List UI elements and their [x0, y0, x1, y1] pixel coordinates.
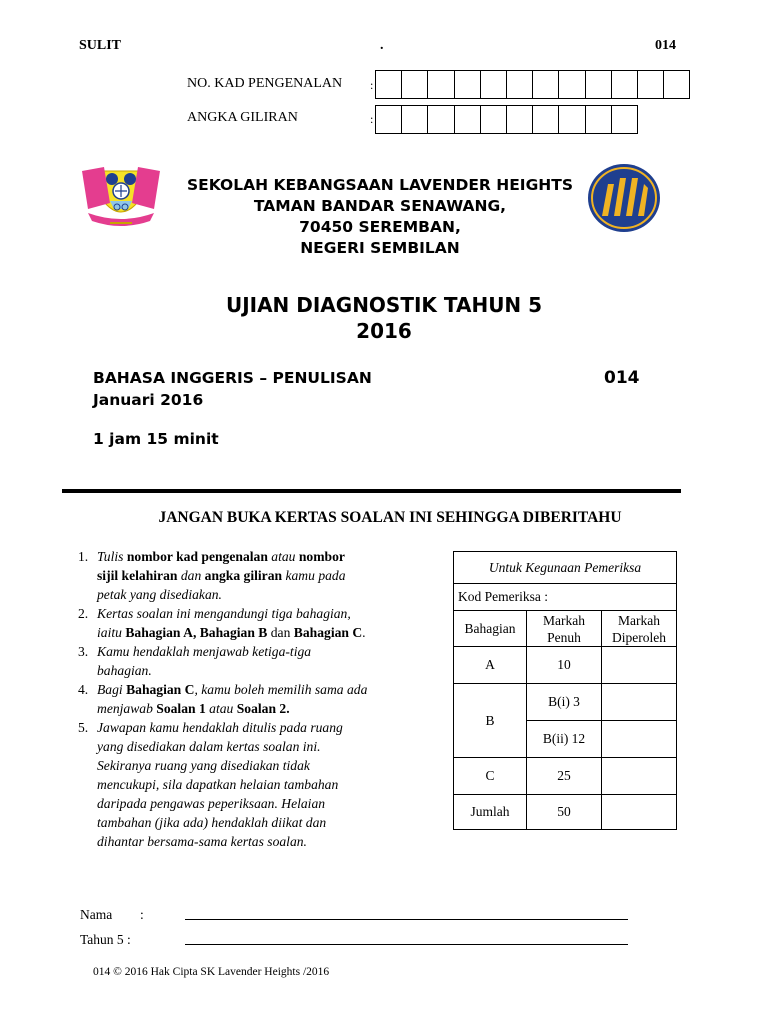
instruction-text: mencukupi, sila dapatkan helaian tambahan	[97, 777, 339, 792]
instruction-text: .	[362, 625, 366, 640]
instruction-number: 2.	[78, 606, 89, 621]
instruction-number: 1.	[78, 549, 89, 564]
id-digit-box[interactable]	[402, 71, 428, 98]
instruction-text: Bahagian A, Bahagian B	[125, 625, 268, 640]
index-number-boxes[interactable]	[375, 105, 638, 134]
examiner-code-label: Kod Pemeriksa :	[454, 584, 677, 611]
exam-title-block	[164, 292, 604, 344]
instruction-text: Bahagian C	[293, 625, 363, 640]
section-a-full: 10	[527, 647, 602, 684]
exam-month: Januari 2016	[93, 391, 204, 409]
id-digit-box[interactable]	[507, 106, 533, 133]
id-digit-box[interactable]	[612, 71, 638, 98]
section-c-obtained[interactable]	[602, 758, 677, 795]
section-b-label: B	[454, 684, 527, 758]
id-digit-box[interactable]	[533, 106, 559, 133]
instruction-text: , kamu boleh memilih sama ada	[194, 682, 368, 697]
header-dot: .	[380, 38, 384, 53]
instruction-text: angka giliran	[204, 568, 283, 583]
marks-header-row	[454, 611, 677, 647]
instruction-item	[78, 642, 423, 680]
section-bii-full: B(ii) 12	[527, 721, 602, 758]
id-digit-box[interactable]	[481, 106, 507, 133]
index-number-label: ANGKA GILIRAN	[187, 110, 298, 125]
id-digit-box[interactable]	[376, 71, 402, 98]
instruction-text: iaitu	[97, 625, 126, 640]
total-full: 50	[527, 795, 602, 830]
subject-code: 014	[604, 368, 640, 388]
instruction-text: dihantar bersama-sama kertas soalan.	[97, 834, 307, 849]
section-c-full: 25	[527, 758, 602, 795]
copyright-notice: 014 © 2016 Hak Cipta SK Lavender Heights /2016	[93, 966, 330, 978]
instruction-item	[78, 680, 423, 718]
obtained-marks-header: Markah Diperoleh	[602, 611, 677, 647]
exam-title: UJIAN DIAGNOSTIK TAHUN 5	[225, 293, 543, 317]
id-digit-box[interactable]	[376, 106, 402, 133]
instruction-text: kamu pada	[282, 568, 346, 583]
instruction-text: tambahan (jika ada) hendaklah diikat dan	[97, 815, 327, 830]
instruction-text: sijil kelahiran	[97, 568, 178, 583]
section-c-label: C	[454, 758, 527, 795]
name-colon: :	[140, 907, 144, 922]
id-digit-box[interactable]	[428, 106, 454, 133]
id-digit-box[interactable]	[481, 71, 507, 98]
instruction-number: 4.	[78, 682, 89, 697]
year-class-label: Tahun 5 :	[80, 932, 131, 947]
id-digit-box[interactable]	[428, 71, 454, 98]
do-not-open-warning: JANGAN BUKA KERTAS SOALAN INI SEHINGGA DIBERITAHU	[158, 509, 622, 526]
instruction-text: nombor	[298, 549, 345, 564]
instruction-text: Bagi	[97, 682, 127, 697]
school-crest-icon	[80, 163, 162, 235]
instruction-item	[78, 604, 423, 642]
section-bi-obtained[interactable]	[602, 684, 677, 721]
instructions-list	[78, 547, 423, 851]
school-info	[165, 175, 595, 259]
exam-year: 2016	[356, 319, 412, 343]
paper-code-top: 014	[655, 38, 676, 53]
instruction-text: atau	[205, 701, 237, 716]
id-digit-box[interactable]	[533, 71, 559, 98]
confidential-label: SULIT	[79, 38, 122, 53]
school-name: SEKOLAH KEBANGSAAN LAVENDER HEIGHTS	[186, 176, 574, 194]
exam-duration: 1 jam 15 minit	[93, 430, 219, 448]
instruction-text: Jawapan kamu hendaklah ditulis pada ruang	[97, 720, 343, 735]
instruction-text: nombor kad pengenalan	[126, 549, 268, 564]
full-marks-header: Markah Penuh	[527, 611, 602, 647]
id-digit-box[interactable]	[586, 71, 612, 98]
section-bii-obtained[interactable]	[602, 721, 677, 758]
instruction-text: Soalan 1	[156, 701, 206, 716]
section-bi-full: B(i) 3	[527, 684, 602, 721]
ic-number-boxes[interactable]	[375, 70, 690, 99]
divider-rule	[62, 489, 681, 493]
name-label: Nama	[80, 907, 113, 922]
ic-colon: :	[370, 78, 374, 92]
instruction-text: bahagian.	[97, 663, 152, 678]
id-digit-box[interactable]	[455, 106, 481, 133]
instruction-text: Kertas soalan ini mengandungi tiga bahagian,	[97, 606, 351, 621]
id-digit-box[interactable]	[402, 106, 428, 133]
id-digit-box[interactable]	[559, 106, 585, 133]
id-digit-box[interactable]	[559, 71, 585, 98]
name-input-line[interactable]	[185, 919, 628, 920]
ic-number-label: NO. KAD PENGENALAN	[187, 76, 343, 91]
table-row	[454, 684, 677, 721]
id-digit-box[interactable]	[586, 106, 612, 133]
school-state: NEGERI SEMBILAN	[300, 239, 460, 257]
examiner-marks-table	[453, 551, 677, 830]
instruction-text: menjawab	[97, 701, 157, 716]
id-digit-box[interactable]	[507, 71, 533, 98]
instruction-number: 3.	[78, 644, 89, 659]
ministry-logo-icon	[586, 162, 662, 234]
instruction-text: atau	[267, 549, 299, 564]
instruction-text: yang disediakan dalam kertas soalan ini.	[97, 739, 321, 754]
instruction-text: petak yang disediakan.	[97, 587, 222, 602]
year-class-input-line[interactable]	[185, 944, 628, 945]
section-a-label: A	[454, 647, 527, 684]
section-a-obtained[interactable]	[602, 647, 677, 684]
total-obtained[interactable]	[602, 795, 677, 830]
section-header: Bahagian	[454, 611, 527, 647]
instruction-item	[78, 547, 423, 604]
id-digit-box[interactable]	[455, 71, 481, 98]
total-label: Jumlah	[454, 795, 527, 830]
instruction-number: 5.	[78, 720, 89, 735]
id-digit-box[interactable]	[664, 71, 690, 98]
instruction-text: Bahagian C	[126, 682, 195, 697]
table-row	[454, 758, 677, 795]
table-row	[454, 795, 677, 830]
instruction-text: dan	[177, 568, 205, 583]
id-digit-box[interactable]	[612, 106, 638, 133]
subject-name: BAHASA INGGERIS – PENULISAN	[93, 369, 372, 387]
school-postcode-city: 70450 SEREMBAN,	[299, 218, 461, 236]
instruction-text: dan	[267, 625, 294, 640]
instruction-text: Sekiranya ruang yang disediakan tidak	[97, 758, 310, 773]
instruction-text: Kamu hendaklah menjawab ketiga-tiga	[97, 644, 312, 659]
instruction-item	[78, 718, 423, 851]
id-digit-box[interactable]	[638, 71, 664, 98]
examiner-use-title: Untuk Kegunaan Pemeriksa	[454, 552, 677, 584]
school-area: TAMAN BANDAR SENAWANG,	[253, 197, 507, 215]
table-row	[454, 647, 677, 684]
instruction-text: daripada pengawas peperiksaan. Helaian	[97, 796, 326, 811]
instruction-text: Tulis	[97, 549, 127, 564]
index-colon: :	[370, 112, 374, 126]
instruction-text: Soalan 2.	[236, 701, 290, 716]
